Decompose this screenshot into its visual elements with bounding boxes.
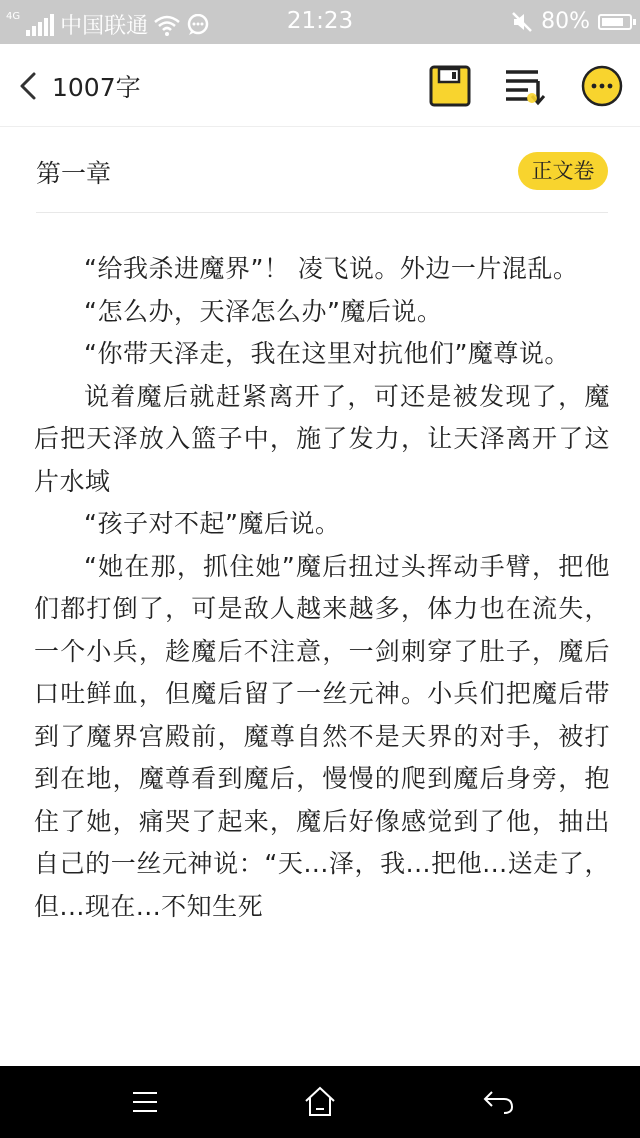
- word-count-title: 1007字: [52, 73, 141, 102]
- status-time: 21:23: [286, 8, 354, 34]
- home-icon[interactable]: [300, 1082, 340, 1122]
- battery-icon: [598, 14, 632, 30]
- content-paragraph: 说着魔后就赶紧离开了，可还是被发现了，魔后把天泽放入篮子中，施了发力，让天泽离开了这片水域: [34, 381, 610, 496]
- table-of-contents-icon[interactable]: [502, 64, 546, 108]
- mute-icon: [511, 11, 533, 33]
- status-right: [511, 9, 632, 34]
- battery-level: [602, 18, 623, 26]
- more-icon[interactable]: [580, 64, 624, 108]
- network-type-label: 4G: [6, 11, 21, 22]
- chapter-content[interactable]: [34, 248, 610, 1032]
- content-paragraph: “你带天泽走，我在这里对抗他们”魔尊说。: [84, 339, 570, 368]
- content-paragraph: “给我杀进魔界”！ 凌飞说。外边一片混乱。: [84, 254, 579, 283]
- back-arrow-icon[interactable]: [478, 1082, 518, 1122]
- content-paragraph: “孩子对不起”魔后说。: [84, 509, 341, 538]
- chapter-row: [36, 126, 608, 213]
- back-icon[interactable]: [14, 66, 44, 106]
- system-nav-bar: [0, 1066, 640, 1138]
- menu-icon[interactable]: [125, 1082, 165, 1122]
- carrier-name: 中国联通: [60, 14, 149, 39]
- volume-tag-button[interactable]: 正文卷: [518, 152, 608, 190]
- battery-percent: 80%: [541, 9, 590, 34]
- content-paragraph: “怎么办，天泽怎么办”魔后说。: [84, 296, 443, 326]
- reader-header: [0, 44, 640, 127]
- save-icon[interactable]: [428, 64, 472, 108]
- status-bar: [0, 0, 640, 44]
- chapter-title[interactable]: 第一章: [36, 159, 112, 188]
- content-paragraph: “她在那，抓住她”魔后扭过头挥动手臂，把他们都打倒了，可是敌人越来越多，体力也在流失，一个小兵，趁魔后不注意，一剑刺穿了肚子，魔后口吐鲜血，但魔后留了一丝元神。小兵们把魔后带到了魔界宫殿前，魔尊自然不是天界的对手，被打到在地，魔尊看到魔后，慢慢的爬到魔后身旁，抱住了她，痛哭了起来，魔后好像感觉到了他，抽出自己的一丝元神说：“天...泽，我...把他...送走了，但...现在...不知生死: [34, 551, 610, 921]
